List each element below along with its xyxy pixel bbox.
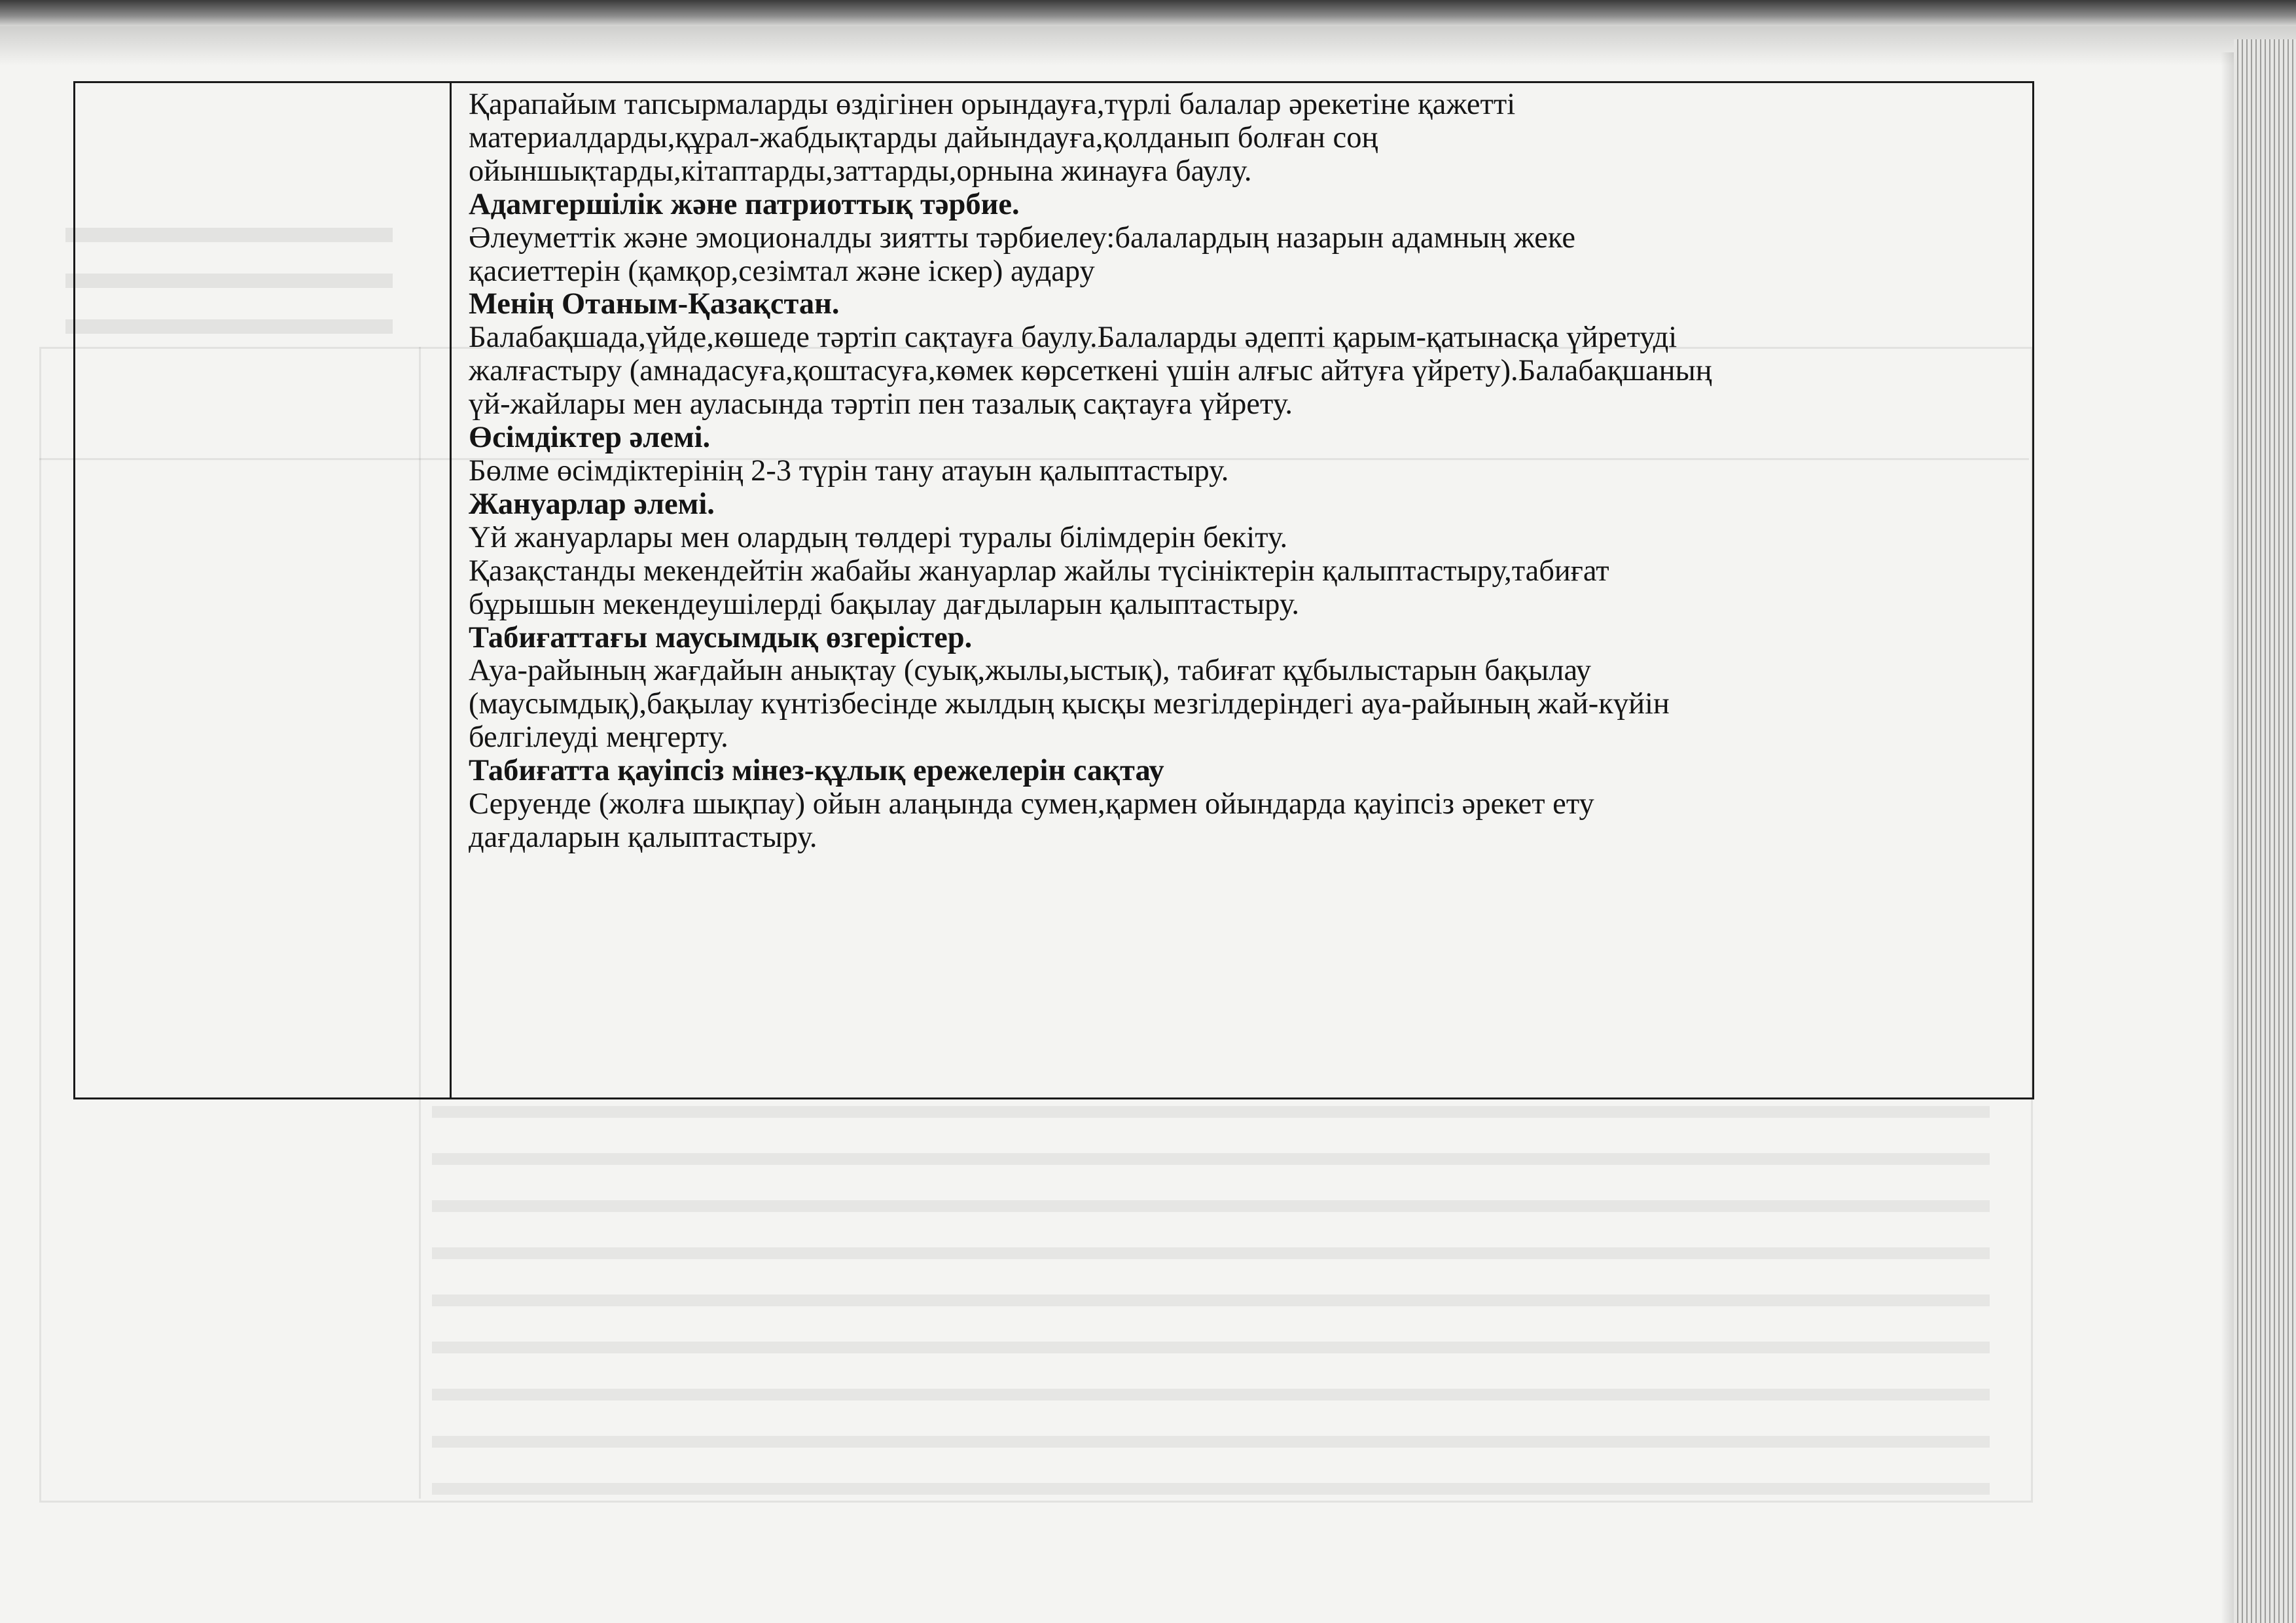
text-line: (маусымдық),бақылау күнтізбесінде жылдың қысқы мезгілдеріндегі ауа-райының жай-күйін xyxy=(469,687,1670,721)
text-line: Бөлме өсімдіктерінің 2-3 түрін тану атауын қалыптастыру. xyxy=(469,454,1229,488)
text-line: қасиеттерін (қамқор,сезімтал және іскер) аудару xyxy=(469,254,1095,288)
text-line: Серуенде (жолға шықпау) ойын алаңында сумен,қармен ойындарда қауіпсіз әрекет ету xyxy=(469,787,1594,821)
scanner-shadow-top xyxy=(0,0,2296,26)
section-heading: Өсімдіктер әлемі. xyxy=(469,421,711,455)
text-line: бұрышын мекендеушілерді бақылау дағдыларын қалыптастыру. xyxy=(469,587,1299,621)
text-line: Қарапайым тапсырмаларды өздігінен орындауға,түрлі балалар әрекетіне қажетті xyxy=(469,88,1516,121)
table-label-cell xyxy=(75,83,452,1097)
text-line: Әлеуметтік және эмоционалды зиятты тәрбиелеу:балалардың назарын адамның жеке xyxy=(469,221,1575,255)
section-heading: Табиғаттағы маусымдық өзгерістер. xyxy=(469,620,973,654)
bleed-text-lines xyxy=(432,1086,1990,1505)
text-line: белгілеуді меңгерту. xyxy=(469,721,728,755)
text-line: материалдарды,құрал-жабдықтарды дайындауға,қолданып болған соң xyxy=(469,120,1378,154)
text-line: ойыншықтарды,кітаптарды,заттарды,орнына жинауға баулу. xyxy=(469,154,1252,188)
table-content-cell xyxy=(452,83,2034,1097)
text-line: Қазақстанды мекендейтін жабайы жануарлар жайлы түсініктерін қалыптастыру,табиғат xyxy=(469,554,1609,588)
section-heading: Менің Отаным-Қазақстан. xyxy=(469,287,840,321)
text-line: үй-жайлары мен ауласында тәртіп пен тазалық сақтауға үйрету. xyxy=(469,387,1293,421)
text-line: дағдаларын қалыптастыру. xyxy=(469,820,817,854)
book-page-edges xyxy=(2234,39,2296,1623)
text-line: Үй жануарлары мен олардың төлдері туралы білімдерін бекіту. xyxy=(469,520,1288,554)
section-heading: Жануарлар әлемі. xyxy=(469,487,715,521)
scanner-shadow-fade xyxy=(0,26,2296,65)
text-line: Балабақшада,үйде,көшеде тәртіп сақтауға баулу.Балаларды әдепті қарым-қатынасқа үйретуді xyxy=(469,321,1677,355)
section-heading: Адамгершілік және патриоттық тәрбие. xyxy=(469,187,1020,221)
content-table xyxy=(73,81,2034,1099)
text-line: Ауа-райының жағдайын анықтау (суық,жылы,ыстық), табиғат құбылыстарын бақылау xyxy=(469,654,1592,688)
text-line: жалғастыру (амнадасуға,қоштасуға,көмек көрсеткені үшін алғыс айтуға үйрету).Балабақшаның xyxy=(469,354,1712,388)
section-heading: Табиғатта қауіпсіз мінез-құлық ережелерін сақтау xyxy=(469,754,1164,788)
page-edge-shadow xyxy=(2221,52,2234,1623)
